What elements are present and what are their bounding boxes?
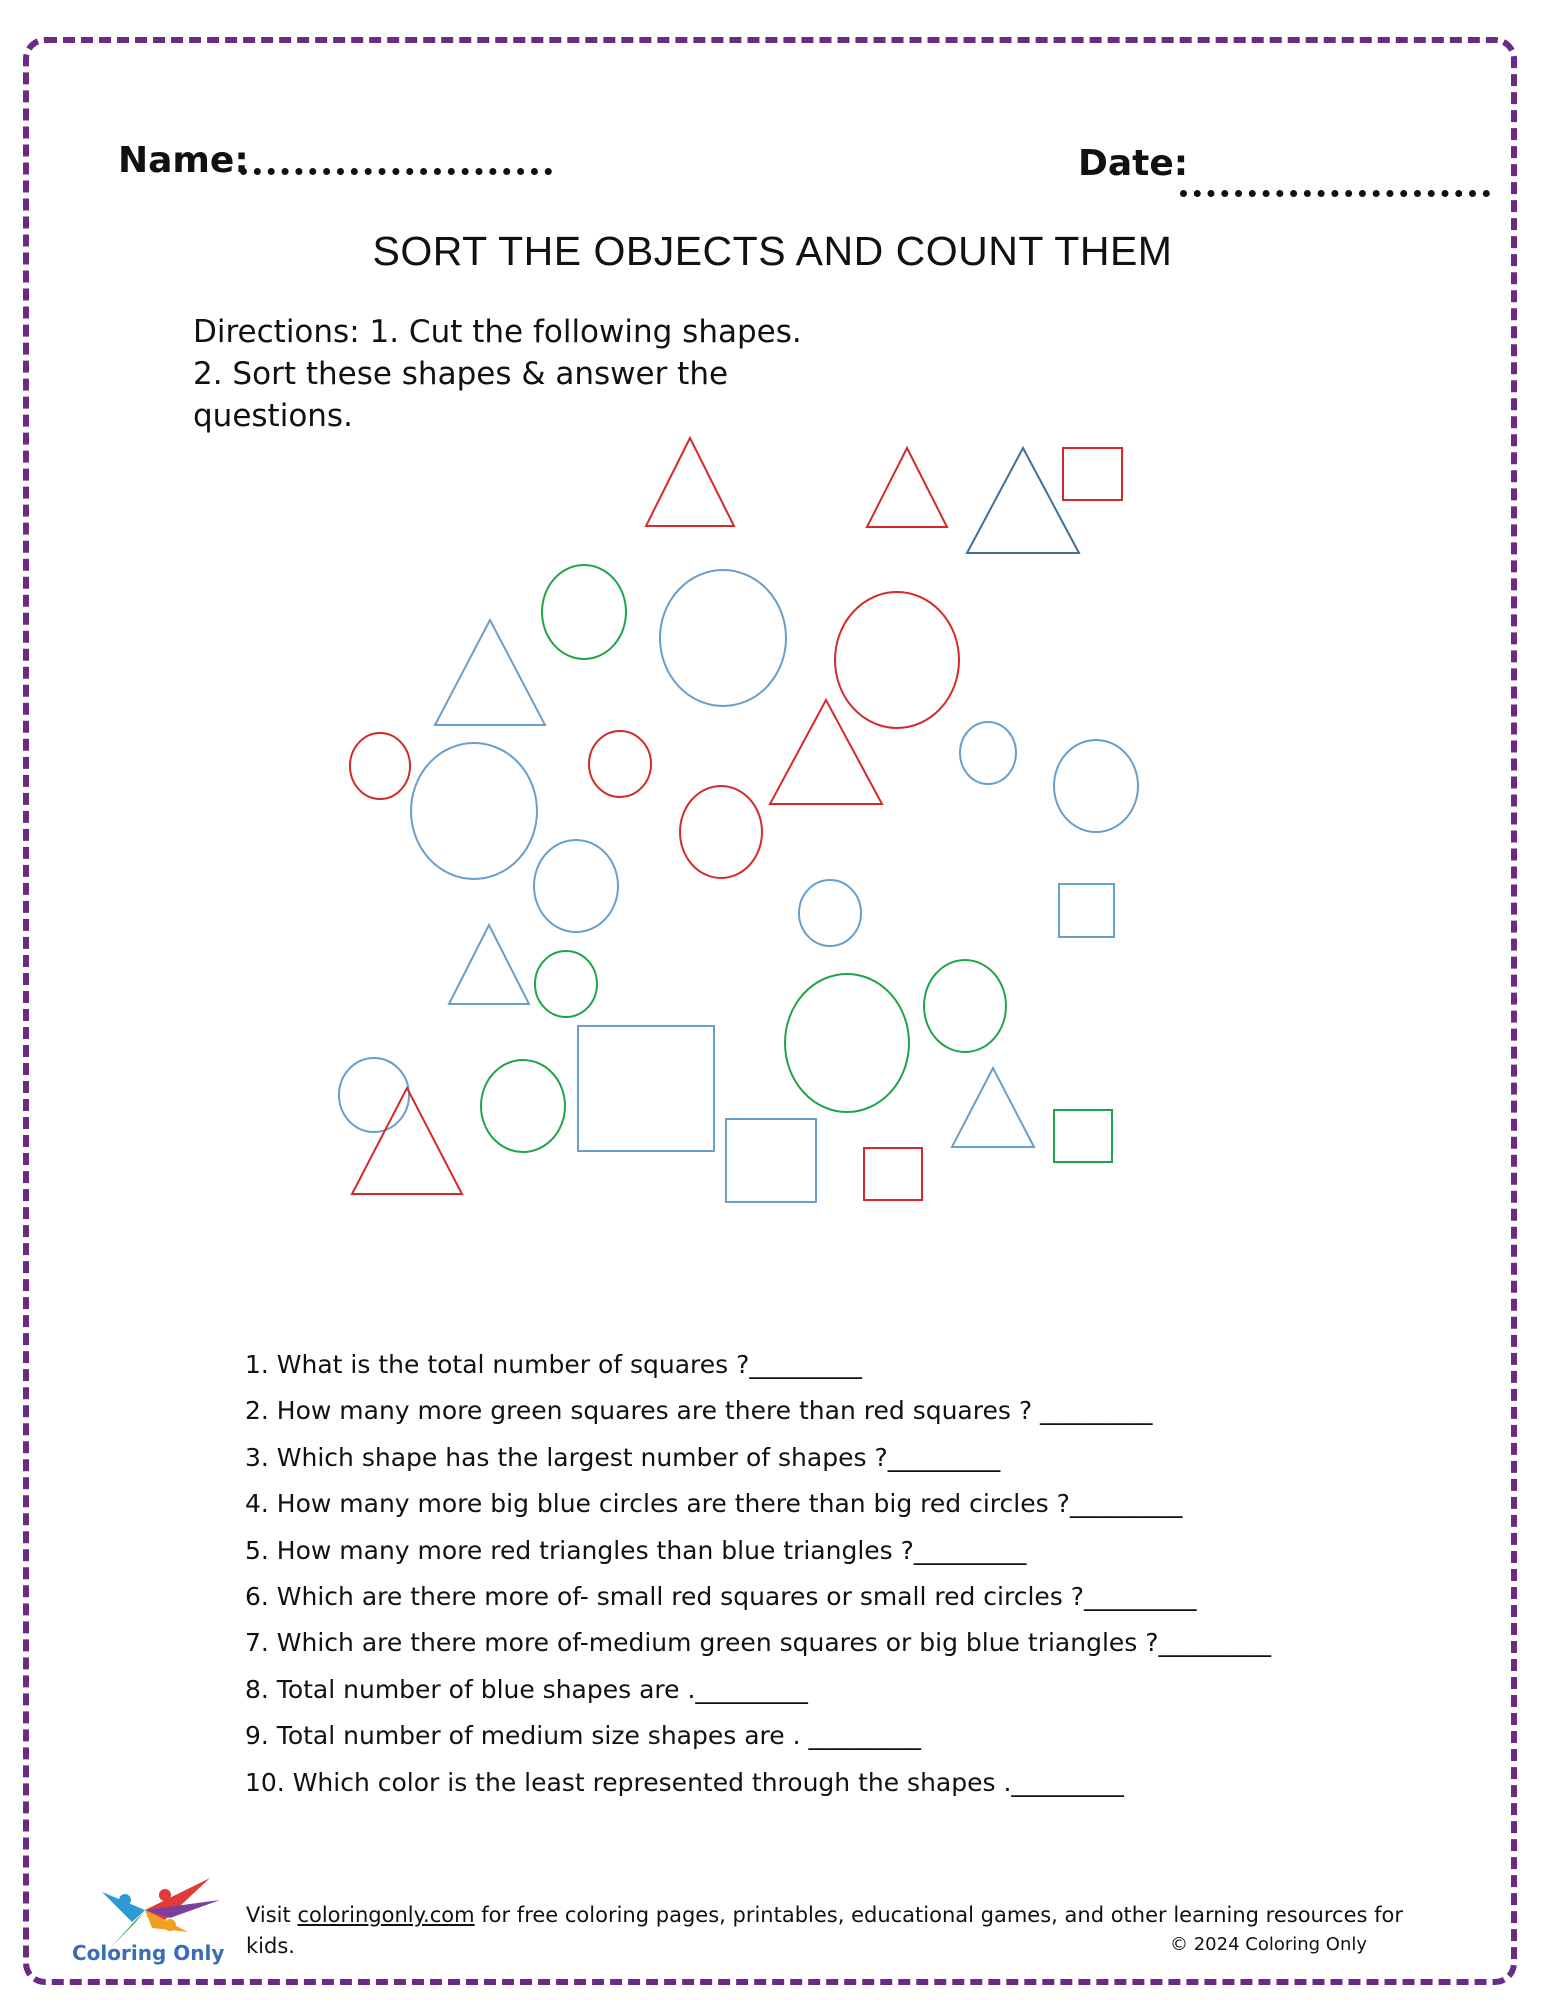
question-item: 2. How many more green squares are there than red squares ? _________ [245,1396,1153,1426]
question-item: 9. Total number of medium size shapes are . _________ [245,1721,921,1751]
red-triangle-small [867,448,947,527]
blue-circle-big [660,570,786,706]
page-title: SORT THE OBJECTS AND COUNT THEM [372,228,1173,274]
green-square-small [1054,1110,1112,1162]
blue-triangle-big [435,620,545,725]
red-triangle-medium [646,438,734,526]
logo-text: Coloring Only [72,1941,225,1965]
blue-circle-small [339,1058,409,1132]
blue-triangle-medium [449,925,529,1004]
name-label: Name: [118,140,249,181]
question-item: 4. How many more big blue circles are there than big red circles ?_________ [245,1489,1183,1519]
blue-triangle-medium [952,1068,1034,1147]
directions-line: 2. Sort these shapes & answer the [193,356,729,392]
blue-circle-small [799,880,861,946]
logo-figure-head [159,1889,171,1901]
logo-figure-head [119,1894,131,1906]
question-item: 8. Total number of blue shapes are ._________ [245,1674,808,1704]
red-square-small [864,1148,922,1200]
red-circle-small [589,731,651,797]
footer-rest: for free coloring pages, printables, educational games, and other learning resources for kids. [246,1903,1403,1958]
question-item: 6. Which are there more of- small red squares or small red circles ?_________ [245,1581,1197,1611]
copyright: © 2024 Coloring Only [1170,1934,1368,1955]
directions-line: Directions: 1. Cut the following shapes. [193,314,802,350]
red-triangle-big [770,700,882,804]
blue-square-medium [726,1119,816,1202]
question-item: 10. Which color is the least represented through the shapes ._________ [245,1767,1124,1797]
red-square-small [1063,448,1122,500]
directions-line: questions. [193,398,353,434]
green-circle-medium [542,565,626,659]
question-item: 1. What is the total number of squares ?_________ [245,1350,862,1379]
red-triangle-big [352,1088,462,1194]
blue-circle-small [960,722,1016,784]
question-item: 7. Which are there more of-medium green squares or big blue triangles ?_________ [245,1628,1272,1658]
blue-circle-medium [534,840,618,932]
green-circle-big [785,974,909,1112]
red-circle-small [350,733,410,799]
questions-list [245,1342,1271,1806]
green-circle-medium [481,1060,565,1152]
red-circle-medium [680,786,762,878]
date-label: Date: [1078,143,1189,184]
logo-figure-head [164,1919,176,1931]
blue-square-small [1059,884,1114,937]
red-circle-big [835,592,959,728]
blue-circle-medium [1054,740,1138,832]
blue-square-big [578,1026,714,1151]
question-item: 5. How many more red triangles than blue triangles ?_________ [245,1535,1027,1565]
green-circle-small [535,951,597,1017]
green-circle-medium [924,960,1006,1052]
footer-visit: Visit [246,1903,298,1927]
blue-circle-big [411,743,537,879]
question-item: 3. Which shape has the largest number of shapes ?_________ [245,1442,1001,1472]
footer-link[interactable]: coloringonly.com [297,1903,475,1927]
